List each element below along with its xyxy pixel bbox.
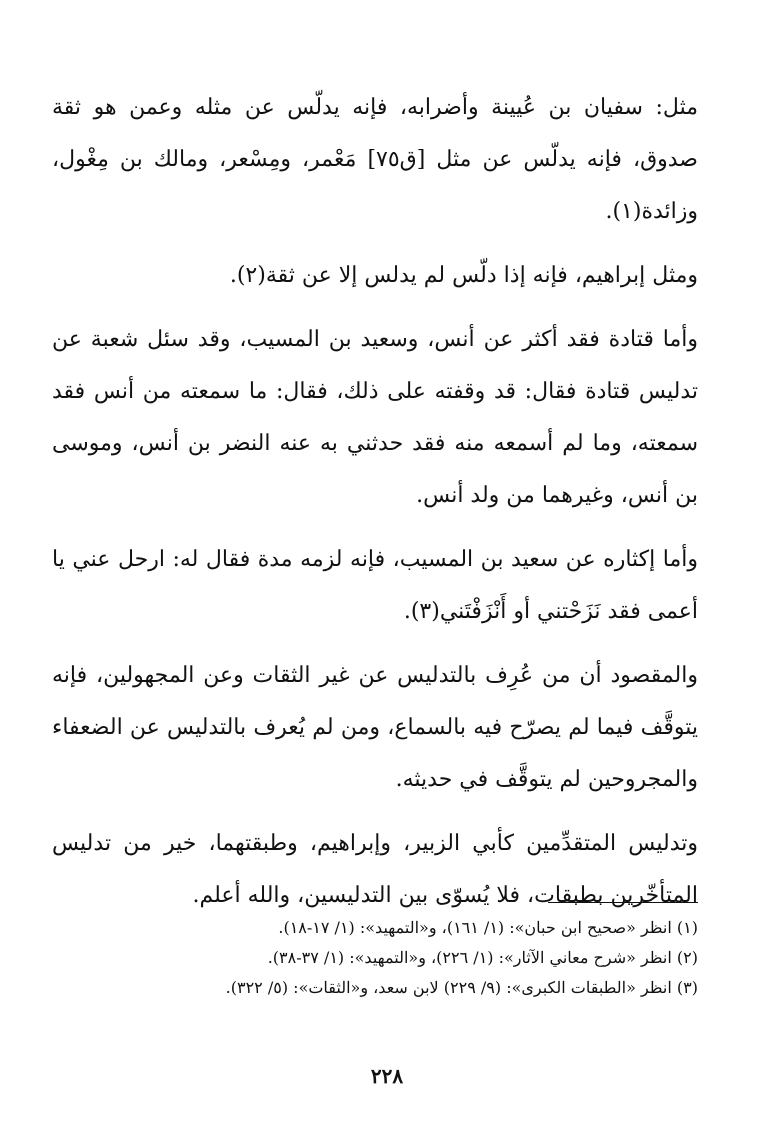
paragraph-6: وتدليس المتقدِّمين كأبي الزبير، وإبراهيم، وطبقتهما، خير من تدليس المتأخّرين بطبقات، فلا يُسوّى بين التدليسين، والله أعلم. — [52, 831, 698, 908]
footnote-separator — [548, 902, 698, 903]
page-number: ٢٢٨ — [370, 1064, 404, 1088]
main-text — [52, 82, 698, 934]
paragraph-1: مثل: سفيان بن عُيينة وأضرابه، فإنه يدلّس عن مثله وعمن هو ثقة صدوق، فإنه يدلّس عن مثل [ق٧٥] مَعْمر، ومِسْعر، ومالك بن مِغْول، وزائدة(١). — [52, 95, 698, 224]
paragraph-4: وأما إكثاره عن سعيد بن المسيب، فإنه لزمه مدة فقال له: ارحل عني يا أعمى فقد نَزَحْتني أو أَنْزَفْتَني(٣). — [52, 547, 698, 624]
paragraph-3: وأما قتادة فقد أكثر عن أنس، وسعيد بن المسيب، وقد سئل شعبة عن تدليس قتادة فقال: قد وقفته على ذلك، فقال: ما سمعته من أنس فقد سمعته، وما لم أسمعه منه فقد حدثني به عنه النضر بن أنس، وموسى بن أنس، وغيرهما من ولد أنس. — [52, 327, 698, 508]
footnote-2: (٢) انظر «شرح معاني الآثار»: (١/ ٢٢٦)، و«التمهيد»: (١/ ٣٧-٣٨). — [267, 948, 698, 967]
footnote-3: (٣) انظر «الطبقات الكبرى»: (٩/ ٢٢٩) لابن سعد، و«الثقات»: (٥/ ٣٢٢). — [225, 978, 698, 997]
footnotes — [52, 902, 698, 1003]
footnote-1: (١) انظر «صحيح ابن حبان»: (١/ ١٦١)، و«التمهيد»: (١/ ١٧-١٨). — [278, 918, 698, 937]
paragraph-2: ومثل إبراهيم، فإنه إذا دلّس لم يدلس إلا عن ثقة(٢). — [229, 263, 698, 288]
paragraph-5: والمقصود أن من عُرِف بالتدليس عن غير الثقات وعن المجهولين، فإنه يتوقَّف فيما لم يصرّح فيه بالسماع، ومن لم يُعرف بالتدليس عن الضعفاء والمجروحين لم يتوقَّف في حديثه. — [52, 663, 698, 792]
